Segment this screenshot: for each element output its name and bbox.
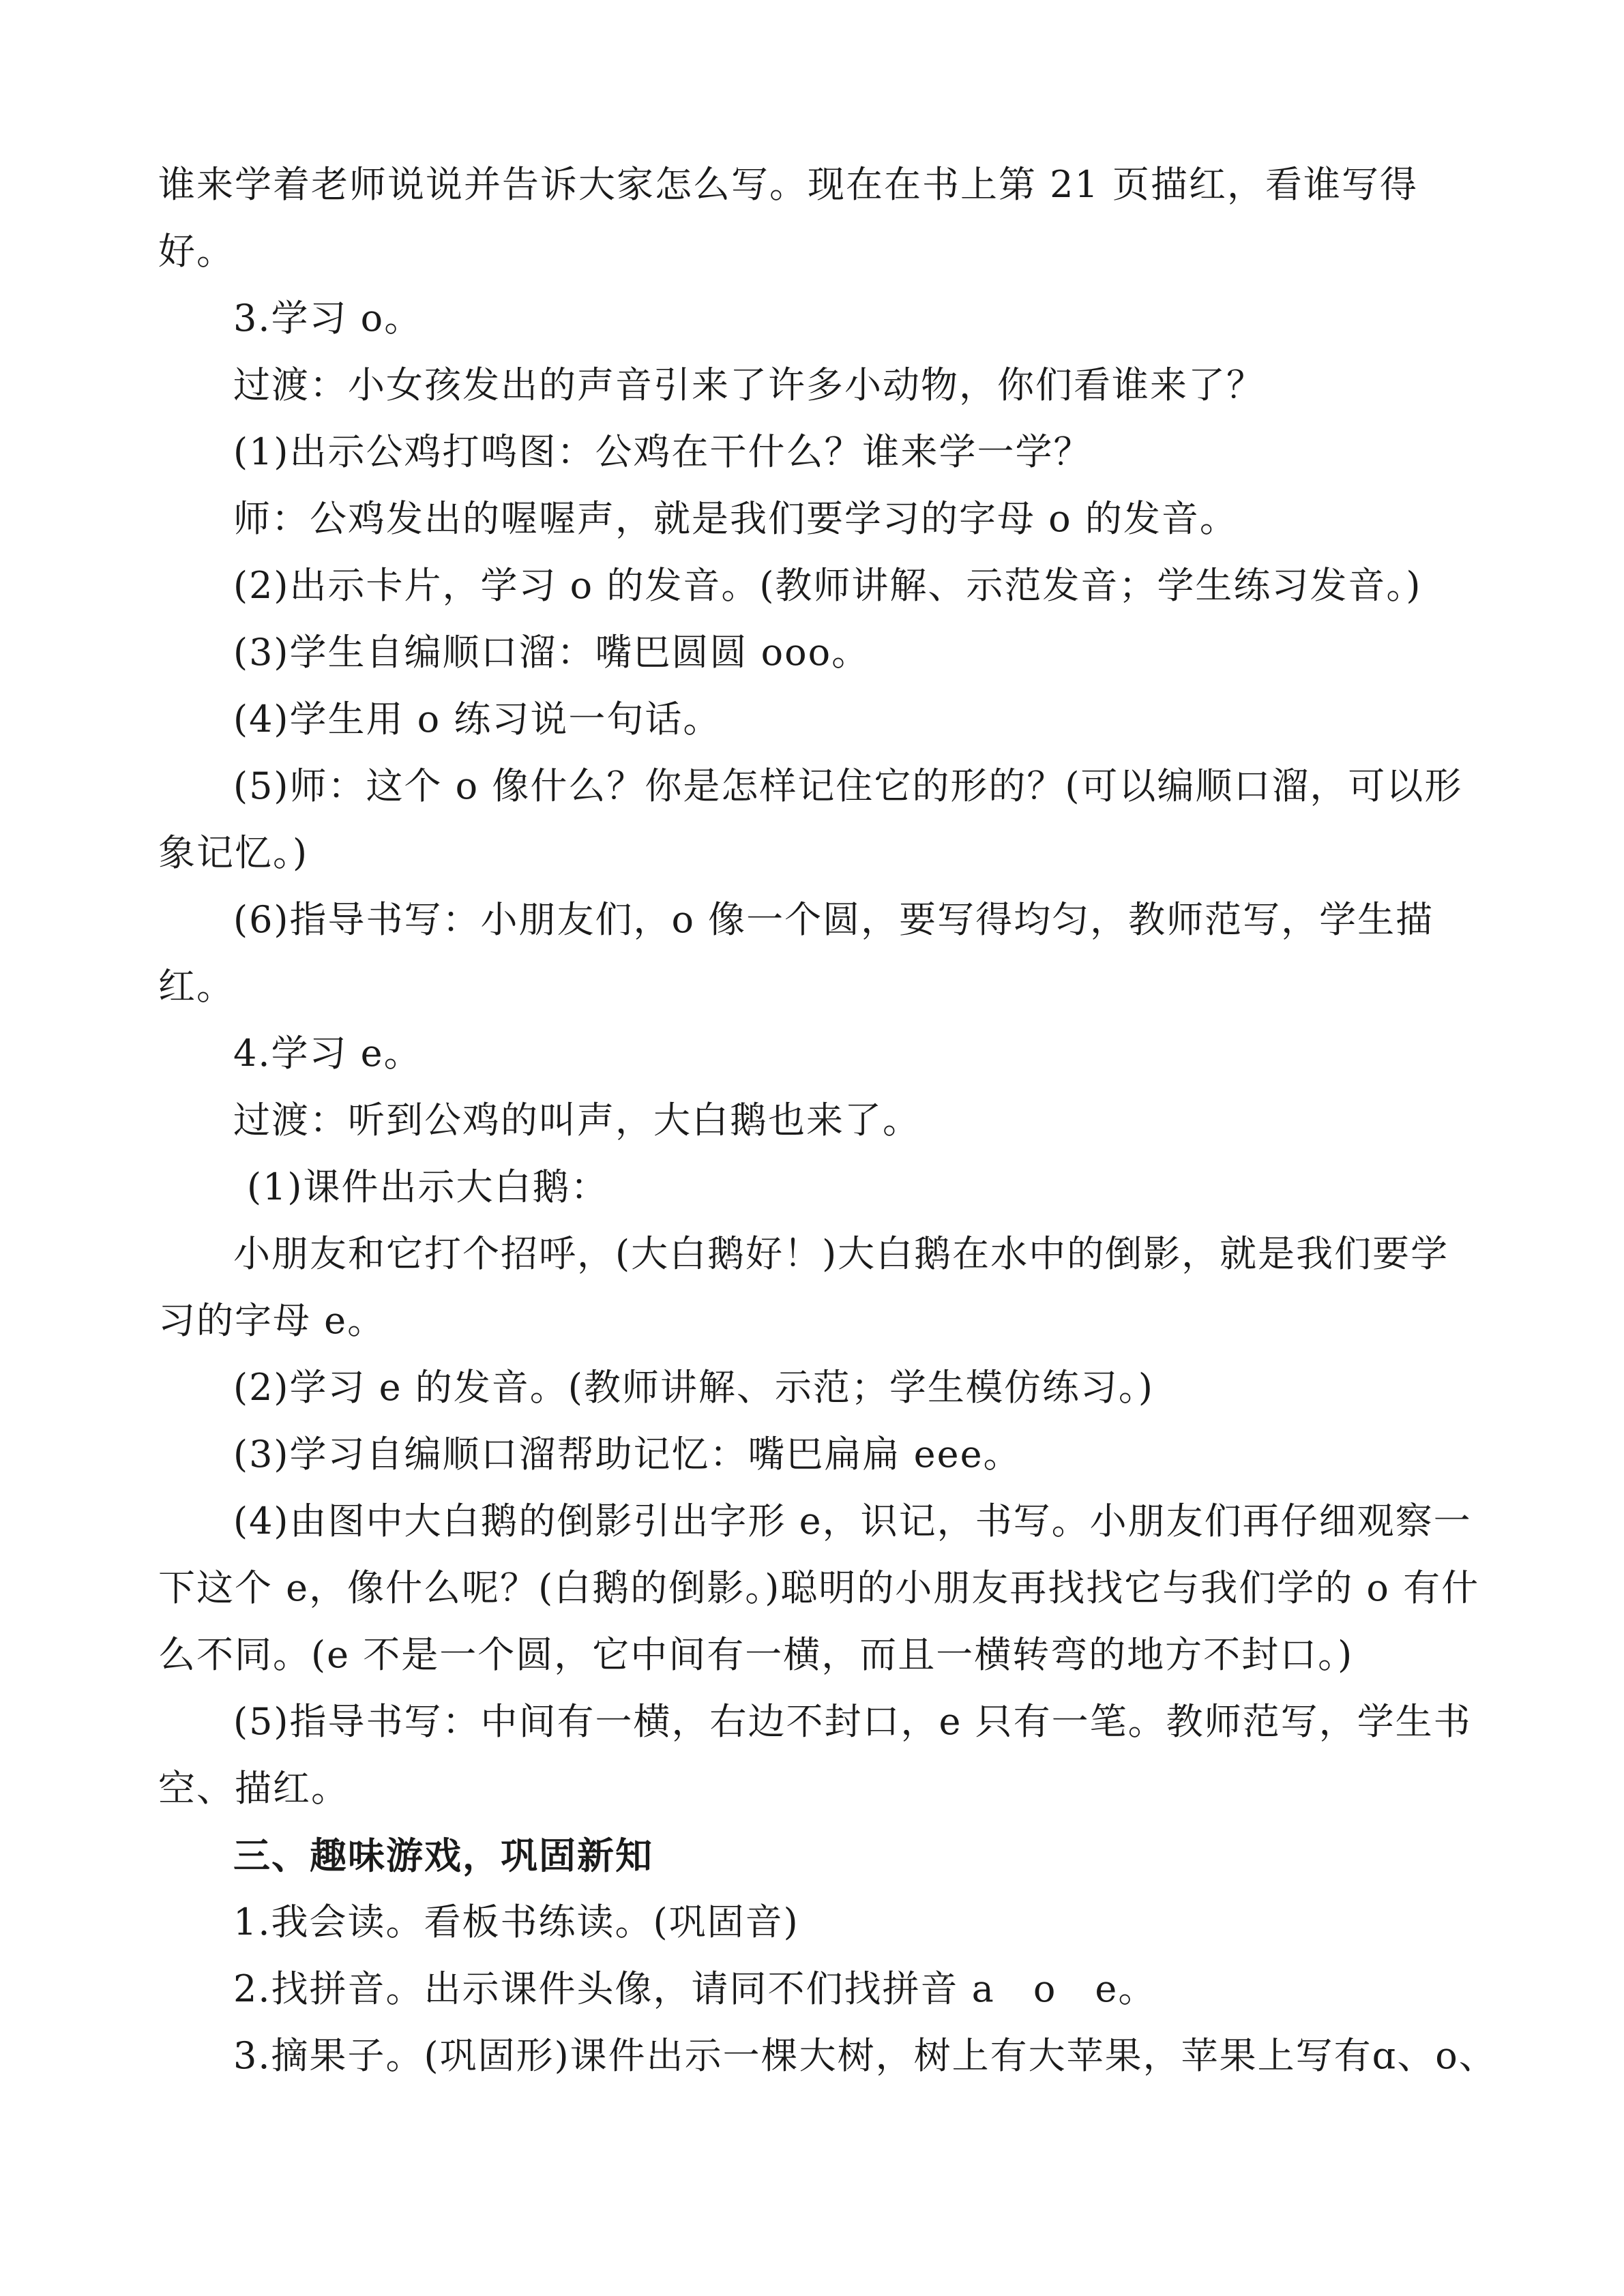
paragraph-line: 好。 (158, 230, 235, 273)
list-item: (5)指导书写：中间有一横，右边不封口，e 只有一笔。教师范写，学生书 (233, 1700, 1472, 1743)
list-item: (3)学习自编顺口溜帮助记忆：嘴巴扁扁 eee。 (233, 1433, 1022, 1476)
list-item: (4)学生用 o 练习说一句话。 (233, 698, 722, 741)
paragraph-line: 小朋友和它打个招呼，(大白鹅好！)大白鹅在水中的倒影，就是我们要学 (233, 1232, 1449, 1275)
paragraph-line: 过渡：小女孩发出的声音引来了许多小动物，你们看谁来了？ (233, 363, 1265, 406)
paragraph-line: 谁来学着老师说说并告诉大家怎么写。现在在书上第 21 页描红，看谁写得 (158, 163, 1419, 206)
paragraph-line: 习的字母 e。 (158, 1299, 386, 1342)
paragraph-line: 红。 (158, 965, 235, 1008)
list-item: (3)学生自编顺口溜：嘴巴圆圆 ooo。 (233, 631, 870, 674)
paragraph-line: 师：公鸡发出的喔喔声，就是我们要学习的字母 o 的发音。 (233, 497, 1238, 540)
paragraph-line: 么不同。(e 不是一个圆，它中间有一横，而且一横转弯的地方不封口。) (158, 1633, 1354, 1676)
list-item: (1)出示公鸡打鸣图：公鸡在干什么？谁来学一学？ (233, 430, 1092, 473)
list-item: (2)出示卡片，学习 o 的发音。(教师讲解、示范发音；学生练习发音。) (233, 564, 1422, 607)
paragraph-line: 象记忆。) (158, 831, 309, 874)
paragraph-line: 下这个 e，像什么呢？(白鹅的倒影。)聪明的小朋友再找找它与我们学的 o 有什 (158, 1566, 1480, 1609)
list-item: (4)由图中大白鹅的倒影引出字形 e，识记，书写。小朋友们再仔细观察一 (233, 1500, 1472, 1542)
paragraph-line: 过渡：听到公鸡的叫声，大白鹅也来了。 (233, 1099, 921, 1142)
list-item: (5)师：这个 o 像什么？你是怎样记住它的形的？(可以编顺口溜，可以形 (233, 764, 1463, 807)
list-item: (6)指导书写：小朋友们，o 像一个圆，要写得均匀，教师范写，学生描 (233, 898, 1434, 941)
section-heading: 4.学习 e。 (233, 1032, 422, 1075)
section-heading: 3.学习 o。 (233, 297, 423, 340)
list-item: (1)课件出示大白鹅： (247, 1165, 609, 1208)
list-item: (2)学习 e 的发音。(教师讲解、示范；学生模仿练习。) (233, 1366, 1154, 1409)
list-item: 1.我会读。看板书练读。(巩固音) (233, 1900, 799, 1943)
list-item: 2.找拼音。出示课件头像，请同不们找拼音 a o e。 (233, 1967, 1157, 2010)
list-item: 3.摘果子。(巩固形)课件出示一棵大树，树上有大苹果，苹果上写有ɑ、o、 (233, 2034, 1497, 2077)
paragraph-line: 空、描红。 (158, 1767, 349, 1810)
section-heading: 三、趣味游戏，巩固新知 (233, 1834, 653, 1877)
